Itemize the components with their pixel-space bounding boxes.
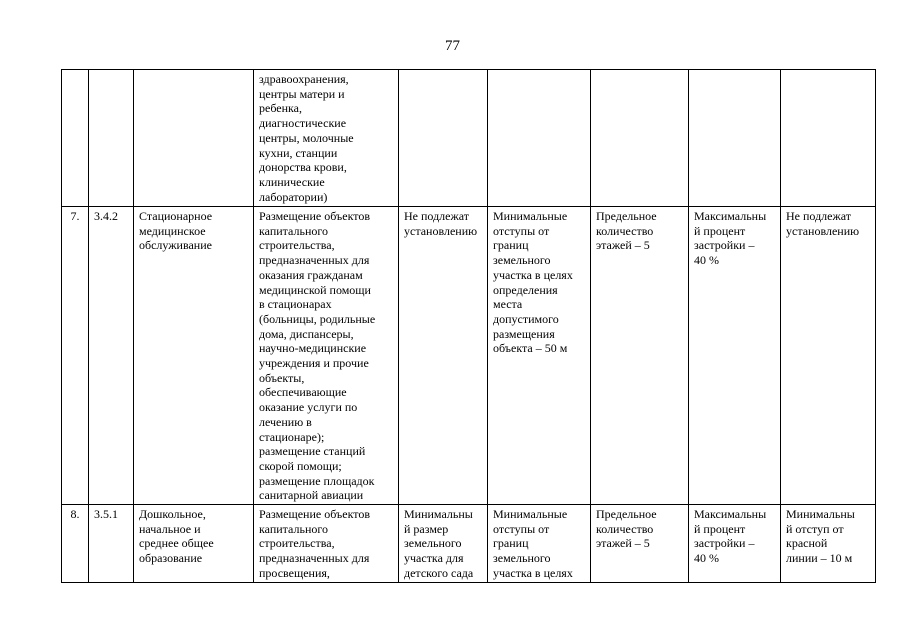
plot-size-cell xyxy=(399,70,488,207)
name-cell: Дошкольное, начальное и среднее общее образование xyxy=(134,505,254,583)
description-cell: здравоохранения, центры матери и ребенка, диагностические центры, молочные кухни, станции донорства крови, клинические лаборатории) xyxy=(254,70,399,207)
name-cell: Стационарное медицинское обслуживание xyxy=(134,207,254,505)
setback-cell: Минимальные отступы от границ земельного участка в целях xyxy=(488,505,591,583)
code-cell: 3.4.2 xyxy=(89,207,134,505)
description-cell: Размещение объектов капитального строительства, предназначенных для просвещения, xyxy=(254,505,399,583)
page-number: 77 xyxy=(445,38,460,54)
coverage-cell xyxy=(689,70,781,207)
name-cell xyxy=(134,70,254,207)
code-cell xyxy=(89,70,134,207)
floors-cell: Предельное количество этажей – 5 xyxy=(591,505,689,583)
row-number-cell xyxy=(62,70,89,207)
coverage-cell: Максимальны й процент застройки – 40 % xyxy=(689,207,781,505)
setback-cell xyxy=(488,70,591,207)
coverage-cell: Максимальны й процент застройки – 40 % xyxy=(689,505,781,583)
code-cell: 3.5.1 xyxy=(89,505,134,583)
red-line-cell xyxy=(781,70,876,207)
table-row xyxy=(62,207,876,505)
description-cell: Размещение объектов капитального строительства, предназначенных для оказания гражданам медицинской помощи в стационарах (больницы, родильные дома, диспансеры, научно-медицинские учреждения и прочие объекты, обеспечивающие оказание услуги по лечению в стационаре); размещение станций скорой помощи; размещение площадок санитарной авиации xyxy=(254,207,399,505)
table-row xyxy=(62,70,876,207)
floors-cell: Предельное количество этажей – 5 xyxy=(591,207,689,505)
red-line-cell: Не подлежат установлению xyxy=(781,207,876,505)
plot-size-cell: Не подлежат установлению xyxy=(399,207,488,505)
table-row xyxy=(62,505,876,583)
floors-cell xyxy=(591,70,689,207)
row-number-cell: 7. xyxy=(62,207,89,505)
plot-size-cell: Минимальны й размер земельного участка для детского сада xyxy=(399,505,488,583)
red-line-cell: Минимальны й отступ от красной линии – 10 м xyxy=(781,505,876,583)
regulations-table xyxy=(61,69,876,583)
setback-cell: Минимальные отступы от границ земельного участка в целях определения места допустимого размещения объекта – 50 м xyxy=(488,207,591,505)
row-number-cell: 8. xyxy=(62,505,89,583)
